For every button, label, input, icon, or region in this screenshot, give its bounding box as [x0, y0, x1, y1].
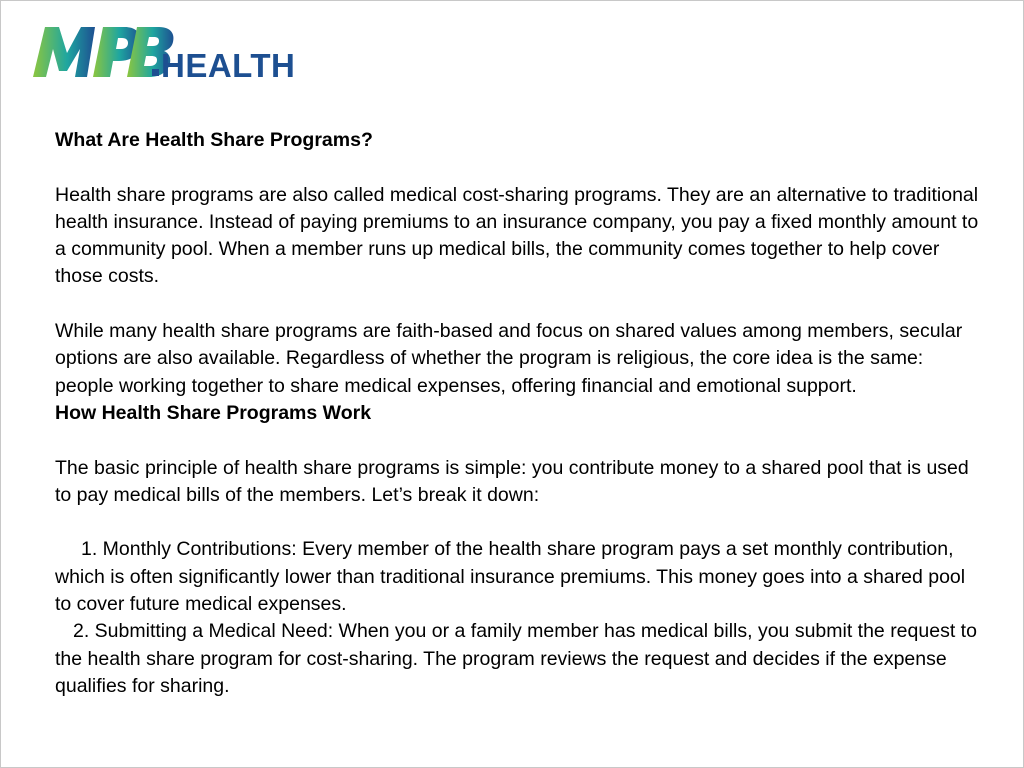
- spacer: [55, 509, 985, 536]
- section-heading-how-it-works: How Health Share Programs Work: [55, 401, 372, 424]
- spacer: [55, 291, 985, 318]
- paragraph-definition: Health share programs are also called medical cost-sharing programs. They are an alternative to traditional health insurance. Instead of paying premiums to an insurance company, you pay a fixed monthly amount to a community pool. When a member runs up medical bills, the community comes together to help cover those costs.: [55, 183, 979, 288]
- paragraph-basic-principle: The basic principle of health share programs is simple: you contribute money to a shared pool that is used to pay medical bills of the members. Let’s break it down:: [55, 456, 969, 506]
- paragraph-faith-based: While many health share programs are faith-based and focus on shared values among members, secular options are also available. Regardless of whether the program is religious, the core idea is the same: people working together to share medical expenses, offering financial and emotional support.: [55, 320, 963, 397]
- logo-health-text: HEALTH: [161, 47, 296, 81]
- list-item-monthly-contributions: 1. Monthly Contributions: Every member of the health share program pays a set monthly contribution, which is often significantly lower than traditional insurance premiums. This money goes into a shared pool to cover future medical expenses.: [55, 538, 966, 616]
- article-body: [55, 127, 985, 700]
- spacer: [55, 427, 985, 454]
- spacer: [55, 154, 985, 181]
- list-item-submitting-need: 2. Submitting a Medical Need: When you or a family member has medical bills, you submit the request to the health share program for cost-sharing. The program reviews the request and decides if the expense qualifies for sharing.: [55, 620, 977, 697]
- section-heading-what-are: What Are Health Share Programs?: [55, 129, 373, 151]
- mpb-health-logo: [31, 25, 301, 81]
